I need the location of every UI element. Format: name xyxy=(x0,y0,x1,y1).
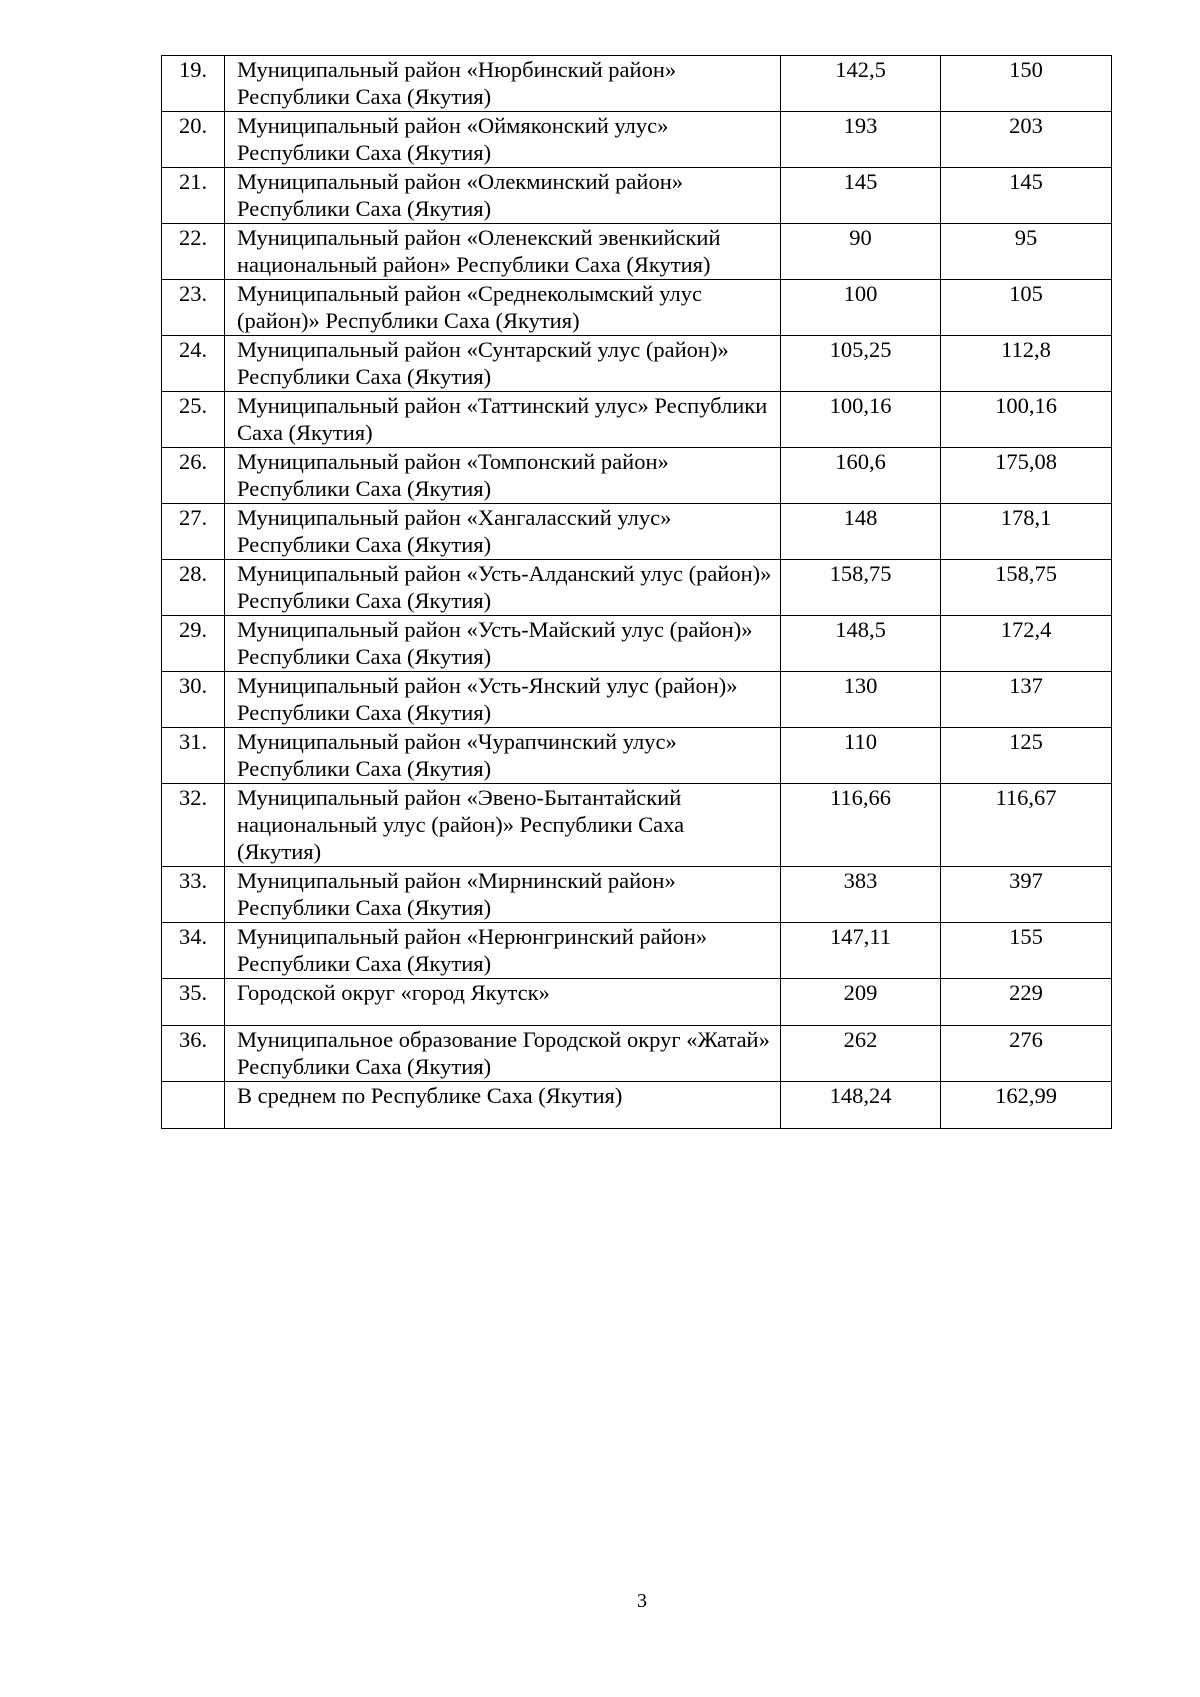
row-number-cell: 35. xyxy=(162,979,225,1026)
municipality-name-cell: Муниципальный район «Олекминский район» Республики Саха (Якутия) xyxy=(225,168,781,224)
value-col2-cell: 95 xyxy=(941,224,1112,280)
value-col2-cell: 203 xyxy=(941,112,1112,168)
row-number-cell: 27. xyxy=(162,504,225,560)
value-col1-cell: 142,5 xyxy=(781,56,941,112)
value-col1-cell: 100 xyxy=(781,280,941,336)
municipality-name-cell: Муниципальный район «Усть-Янский улус (район)» Республики Саха (Якутия) xyxy=(225,672,781,728)
value-col1-cell: 100,16 xyxy=(781,392,941,448)
municipality-name-cell: Муниципальный район «Томпонский район» Республики Саха (Якутия) xyxy=(225,448,781,504)
value-col2-cell: 137 xyxy=(941,672,1112,728)
value-col1-cell: 130 xyxy=(781,672,941,728)
row-number-cell: 20. xyxy=(162,112,225,168)
municipality-name-cell: Муниципальный район «Усть-Майский улус (район)» Республики Саха (Якутия) xyxy=(225,616,781,672)
municipality-name-cell: Муниципальный район «Чурапчинский улус» Республики Саха (Якутия) xyxy=(225,728,781,784)
table-row xyxy=(162,728,1112,784)
table-row xyxy=(162,784,1112,867)
value-col2-cell: 175,08 xyxy=(941,448,1112,504)
municipality-name-cell: Муниципальный район «Нюрбинский район» Республики Саха (Якутия) xyxy=(225,56,781,112)
value-col1-cell: 116,66 xyxy=(781,784,941,867)
value-col1-cell: 105,25 xyxy=(781,336,941,392)
value-col2-cell: 145 xyxy=(941,168,1112,224)
value-col2-cell: 158,75 xyxy=(941,560,1112,616)
row-number-cell: 33. xyxy=(162,867,225,923)
table-row xyxy=(162,336,1112,392)
value-col2-cell: 155 xyxy=(941,923,1112,979)
value-col2-cell: 112,8 xyxy=(941,336,1112,392)
value-col1-cell: 90 xyxy=(781,224,941,280)
value-col1-cell: 193 xyxy=(781,112,941,168)
value-col1-cell: 383 xyxy=(781,867,941,923)
value-col2-cell: 276 xyxy=(941,1026,1112,1082)
table-row xyxy=(162,672,1112,728)
value-col2-cell: 100,16 xyxy=(941,392,1112,448)
value-col1-cell: 110 xyxy=(781,728,941,784)
value-col2-cell: 229 xyxy=(941,979,1112,1026)
table-row xyxy=(162,923,1112,979)
value-col2-cell: 172,4 xyxy=(941,616,1112,672)
value-col1-cell: 148,24 xyxy=(781,1082,941,1129)
row-number-cell: 21. xyxy=(162,168,225,224)
data-table xyxy=(161,55,1112,1129)
municipality-name-cell: Муниципальный район «Мирнинский район» Республики Саха (Якутия) xyxy=(225,867,781,923)
municipality-name-cell: Муниципальный район «Оленекский эвенкийский национальный район» Республики Саха (Якутия) xyxy=(225,224,781,280)
table-summary-row xyxy=(162,1082,1112,1129)
row-number-cell xyxy=(162,1082,225,1129)
municipality-name-cell: Муниципальный район «Оймяконский улус» Республики Саха (Якутия) xyxy=(225,112,781,168)
municipality-name-cell: Муниципальный район «Таттинский улус» Республики Саха (Якутия) xyxy=(225,392,781,448)
value-col2-cell: 162,99 xyxy=(941,1082,1112,1129)
municipality-name-cell: Муниципальный район «Хангаласский улус» Республики Саха (Якутия) xyxy=(225,504,781,560)
row-number-cell: 30. xyxy=(162,672,225,728)
value-col1-cell: 158,75 xyxy=(781,560,941,616)
table-body xyxy=(162,56,1112,1129)
row-number-cell: 36. xyxy=(162,1026,225,1082)
value-col1-cell: 145 xyxy=(781,168,941,224)
row-number-cell: 23. xyxy=(162,280,225,336)
row-number-cell: 29. xyxy=(162,616,225,672)
municipality-name-cell: В среднем по Республике Саха (Якутия) xyxy=(225,1082,781,1129)
value-col1-cell: 147,11 xyxy=(781,923,941,979)
row-number-cell: 31. xyxy=(162,728,225,784)
row-number-cell: 32. xyxy=(162,784,225,867)
value-col1-cell: 148 xyxy=(781,504,941,560)
value-col2-cell: 116,67 xyxy=(941,784,1112,867)
table-row xyxy=(162,560,1112,616)
value-col1-cell: 160,6 xyxy=(781,448,941,504)
table-row xyxy=(162,224,1112,280)
row-number-cell: 26. xyxy=(162,448,225,504)
municipality-name-cell: Муниципальный район «Эвено-Бытантайский национальный улус (район)» Республики Саха (Якутия) xyxy=(225,784,781,867)
value-col2-cell: 397 xyxy=(941,867,1112,923)
table-row xyxy=(162,867,1112,923)
table-row xyxy=(162,168,1112,224)
page-number: 3 xyxy=(637,1590,647,1612)
row-number-cell: 19. xyxy=(162,56,225,112)
row-number-cell: 22. xyxy=(162,224,225,280)
value-col2-cell: 125 xyxy=(941,728,1112,784)
row-number-cell: 24. xyxy=(162,336,225,392)
table-row xyxy=(162,448,1112,504)
municipality-name-cell: Муниципальное образование Городской округ «Жатай» Республики Саха (Якутия) xyxy=(225,1026,781,1082)
municipality-name-cell: Муниципальный район «Усть-Алданский улус (район)» Республики Саха (Якутия) xyxy=(225,560,781,616)
value-col1-cell: 209 xyxy=(781,979,941,1026)
value-col1-cell: 262 xyxy=(781,1026,941,1082)
table-row xyxy=(162,1026,1112,1082)
row-number-cell: 28. xyxy=(162,560,225,616)
municipality-name-cell: Муниципальный район «Среднеколымский улус (район)» Республики Саха (Якутия) xyxy=(225,280,781,336)
value-col2-cell: 105 xyxy=(941,280,1112,336)
table-row xyxy=(162,392,1112,448)
row-number-cell: 25. xyxy=(162,392,225,448)
municipality-name-cell: Муниципальный район «Сунтарский улус (район)» Республики Саха (Якутия) xyxy=(225,336,781,392)
value-col2-cell: 150 xyxy=(941,56,1112,112)
row-number-cell: 34. xyxy=(162,923,225,979)
municipality-name-cell: Городской округ «город Якутск» xyxy=(225,979,781,1026)
value-col2-cell: 178,1 xyxy=(941,504,1112,560)
municipality-name-cell: Муниципальный район «Нерюнгринский район» Республики Саха (Якутия) xyxy=(225,923,781,979)
table-row xyxy=(162,979,1112,1026)
table-row xyxy=(162,280,1112,336)
table-row xyxy=(162,616,1112,672)
table-row xyxy=(162,112,1112,168)
table-row xyxy=(162,56,1112,112)
table-row xyxy=(162,504,1112,560)
value-col1-cell: 148,5 xyxy=(781,616,941,672)
